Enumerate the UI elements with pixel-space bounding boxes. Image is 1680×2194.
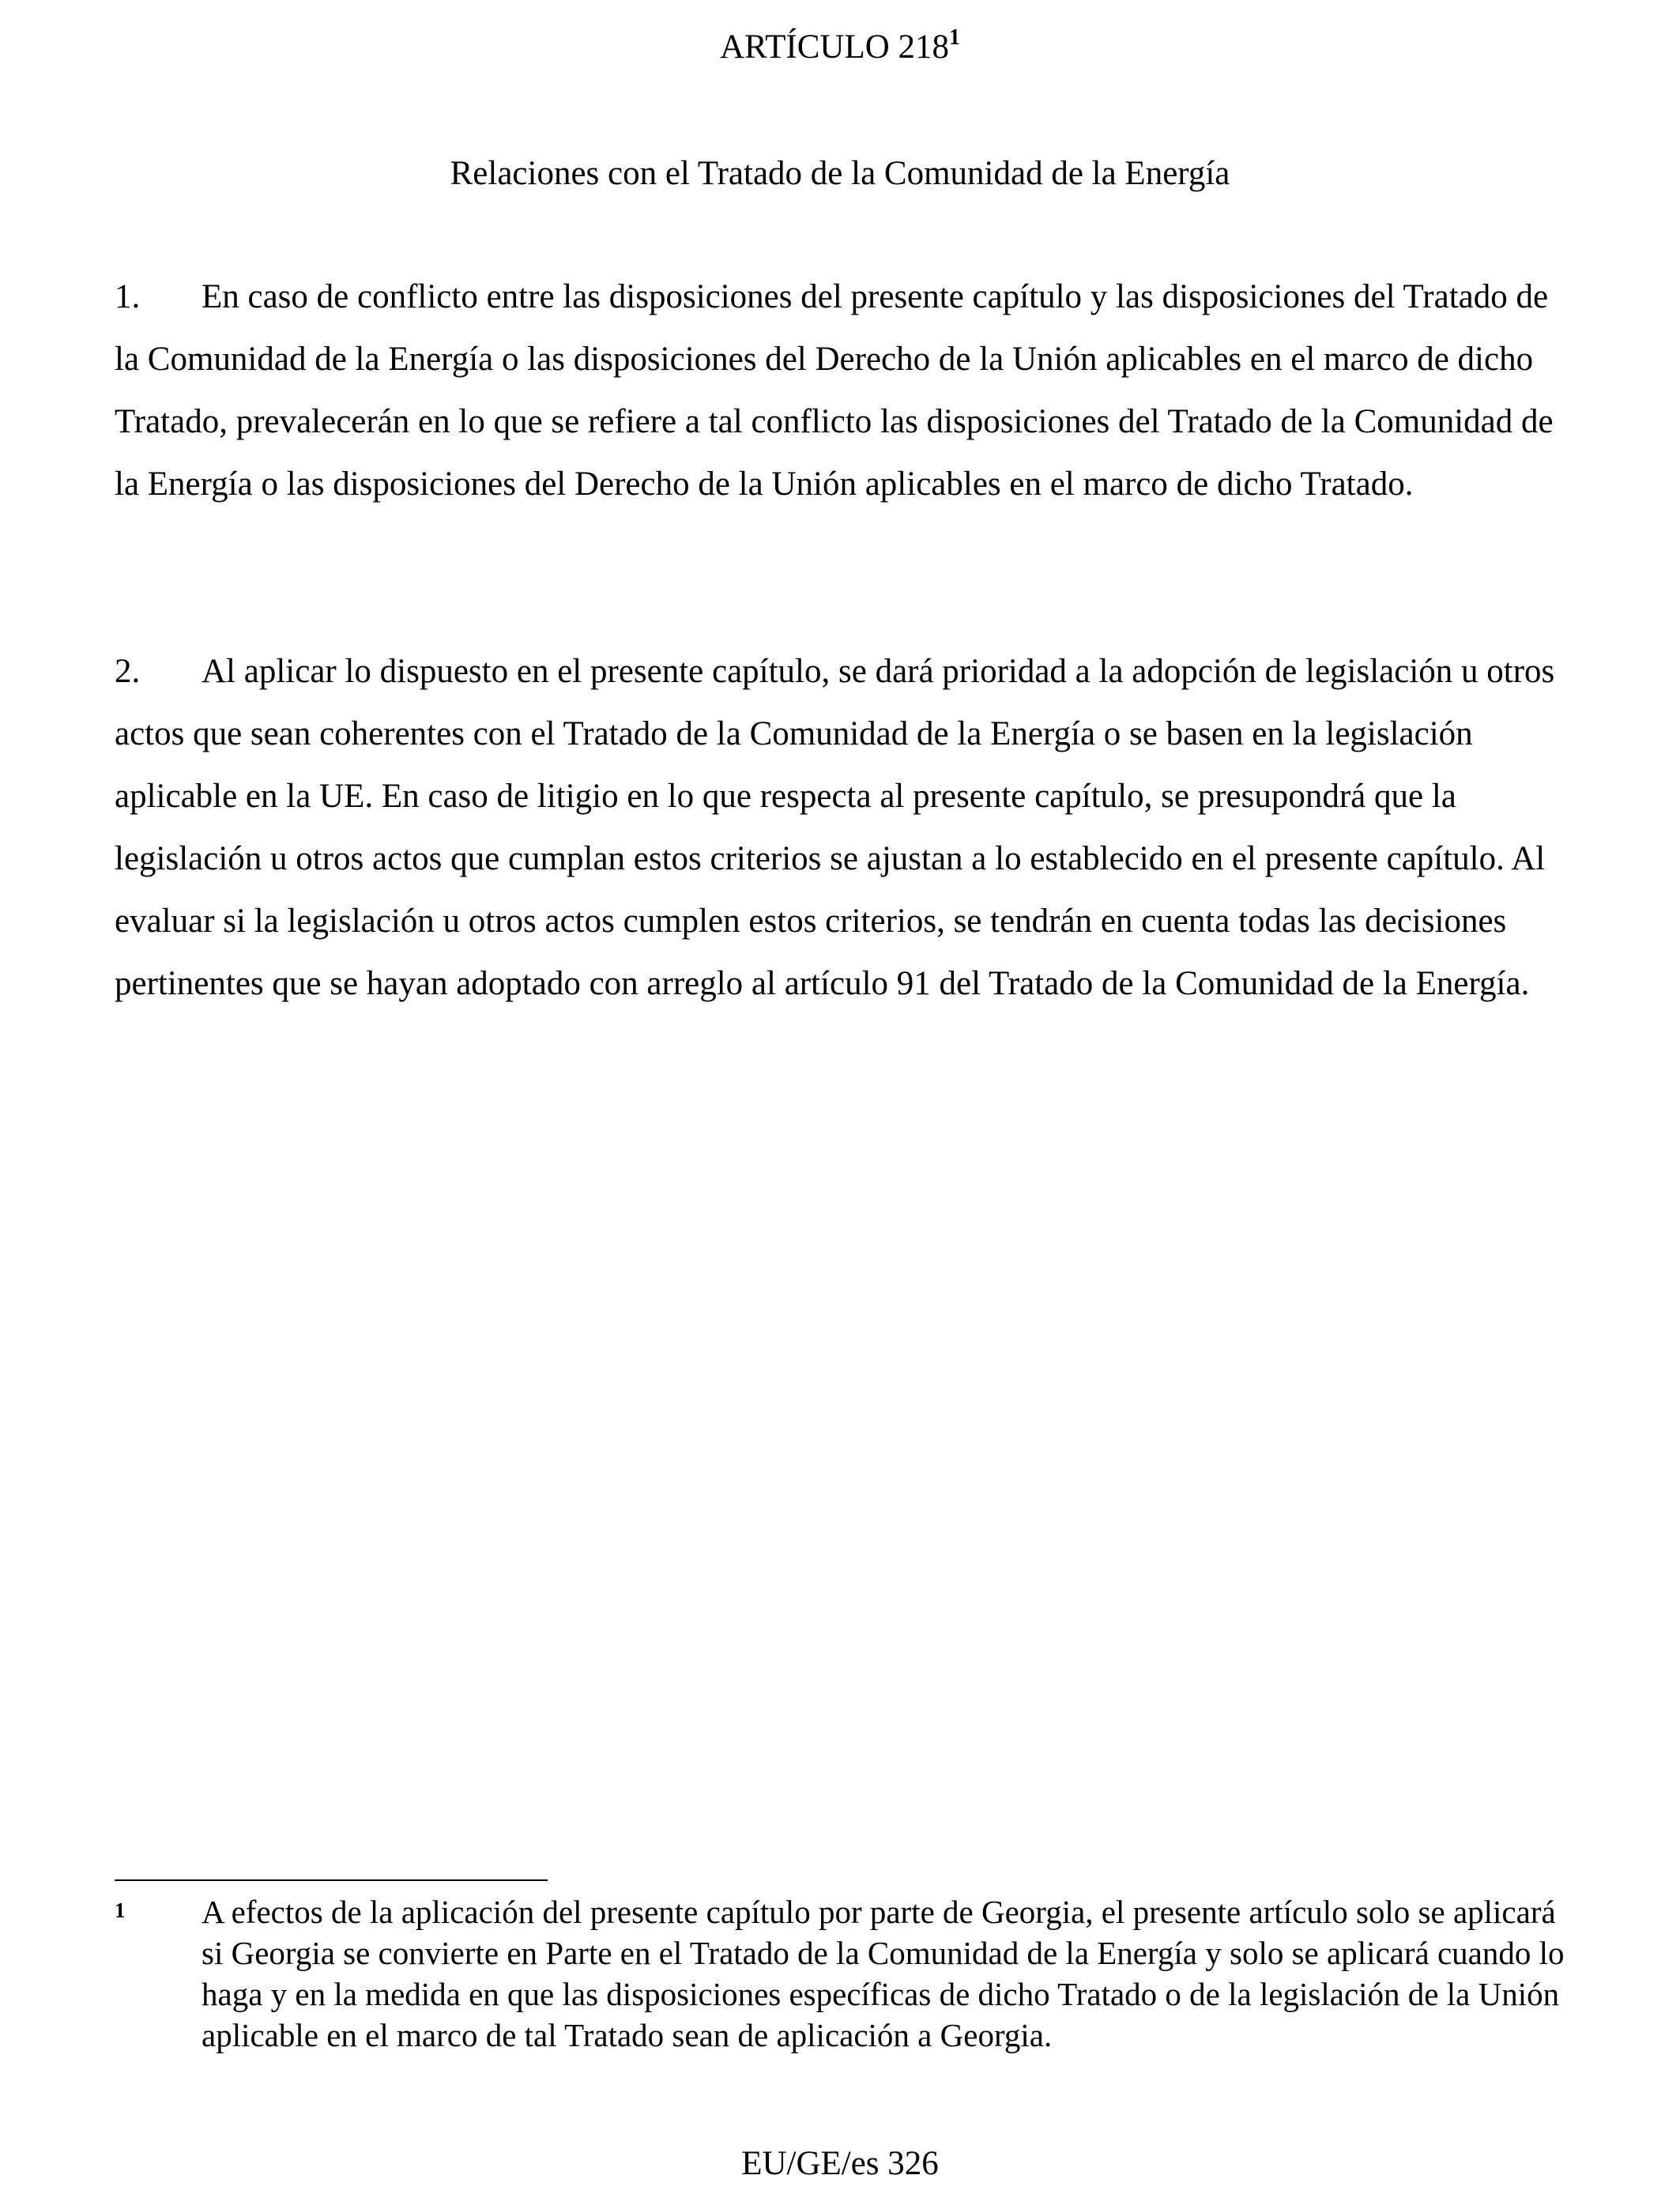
article-title-text: ARTÍCULO 218 bbox=[719, 28, 950, 66]
article-title bbox=[0, 25, 1680, 66]
footnote-separator bbox=[115, 1879, 548, 1881]
paragraph-number: 1. bbox=[115, 278, 141, 315]
footnote-mark: 1 bbox=[115, 1898, 126, 1922]
paragraph-number: 2. bbox=[115, 653, 141, 690]
paragraph-1 bbox=[115, 266, 1569, 515]
paragraph-text: Al aplicar lo dispuesto en el presente capítulo, se dará prioridad a la adopción de legislación u otros actos que sean coherentes con el Tratado de la Comunidad de la Energía o se basen en la legislación aplicable en la UE. En caso de litigio en lo que respecta al presente capítulo, se presupondrá que la legislación u otros actos que cumplan estos criterios se ajustan a lo establecido en el presente capítulo. Al evaluar si la legislación u otros actos cumplen estos criterios, se tendrán en cuenta todas las decisiones pertinentes que se hayan adoptado con arreglo al artículo 91 del Tratado de la Comunidad de la Energía. bbox=[115, 653, 1555, 1002]
page-footer: EU/GE/es 326 bbox=[741, 2145, 939, 2182]
footnote-text: A efectos de la aplicación del presente capítulo por parte de Georgia, el presente artículo solo se aplicará si Georgia se convierte en Parte en el Tratado de la Comunidad de la Energía y solo se aplicará cuando lo haga y en la medida en que las disposiciones específicas de dicho Tratado o de la legislación de la Unión aplicable en el marco de tal Tratado sean de aplicación a Georgia. bbox=[202, 1894, 1565, 2053]
paragraph-text: En caso de conflicto entre las disposiciones del presente capítulo y las disposiciones del Tratado de la Comunidad de la Energía o las disposiciones del Derecho de la Unión aplicables en el marco de dicho Tratado, prevalecerán en lo que se refiere a tal conflicto las disposiciones del Tratado de la Comunidad de la Energía o las disposiciones del Derecho de la Unión aplicables en el marco de dicho Tratado. bbox=[115, 278, 1554, 503]
footnote-reference: 1 bbox=[949, 25, 961, 50]
footnote bbox=[115, 1891, 1576, 2056]
paragraph-2 bbox=[115, 640, 1569, 1015]
article-subtitle: Relaciones con el Tratado de la Comunidad de la Energía bbox=[450, 155, 1230, 192]
